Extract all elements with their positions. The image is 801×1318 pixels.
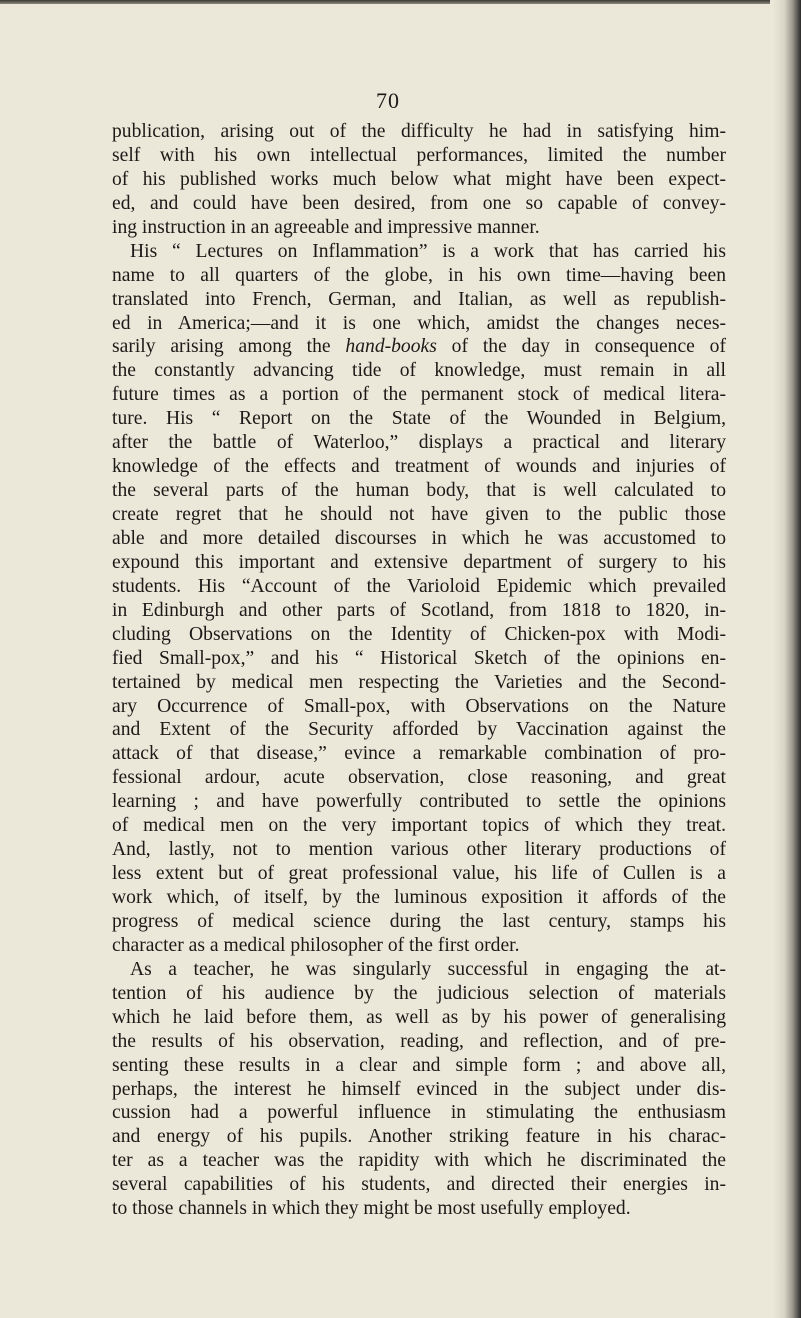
text-line: create regret that he should not have given to the public those	[112, 504, 726, 525]
text-line: character as a medical philosopher of the first order.	[112, 934, 520, 956]
text-line: sarily arising among the hand-books of the day in consequence of	[112, 336, 726, 358]
text-line: students. His “Account of the Varioloid Epidemic which prevailed	[112, 575, 726, 597]
text-line: expound this important and extensive department of surgery to his	[112, 551, 726, 573]
text-line: name to all quarters of the globe, in his own time—having been	[112, 264, 726, 286]
text-line: the several parts of the human body, that is well calculated to	[112, 480, 726, 502]
text-line: cussion had a powerful influence in stimulating the enthusiasm	[112, 1102, 726, 1124]
text-line: self with his own intellectual performances, limited the number	[112, 144, 726, 166]
text-line: And, lastly, not to mention various other literary productions of	[112, 839, 726, 861]
text-line: tention of his audience by the judicious selection of materials	[112, 982, 726, 1004]
text-line: ing instruction in an agreeable and impressive manner.	[112, 216, 540, 238]
text-line: tertained by medical men respecting the Varieties and the Second-	[112, 671, 726, 693]
text-line: after the battle of Waterloo,” displays a practical and literary	[112, 432, 726, 454]
text-line: which he laid before them, as well as by his power of generalising	[112, 1006, 726, 1028]
text-line: less extent but of great professional value, his life of Cullen is a	[112, 863, 726, 885]
text-line: of medical men on the very important topics of which they treat.	[112, 815, 726, 837]
text-line: As a teacher, he was singularly successful in engaging the at-	[130, 958, 726, 980]
text-line: publication, arising out of the difficulty he had in satisfying him-	[112, 121, 726, 142]
text-line: cluding Observations on the Identity of Chicken-pox with Modi-	[112, 623, 726, 645]
text-line: fessional ardour, acute observation, close reasoning, and great	[112, 767, 726, 789]
text-line: progress of medical science during the last century, stamps his	[112, 910, 726, 932]
text-line: perhaps, the interest he himself evinced in the subject under dis-	[112, 1078, 726, 1100]
page-number: 70	[376, 88, 400, 113]
text-line: translated into French, German, and Italian, as well as republish-	[112, 288, 726, 310]
text-line: able and more detailed discourses in which he was accustomed to	[112, 527, 726, 549]
text-line: of his published works much below what might have been expect-	[112, 168, 726, 190]
binding-edge-shadow	[773, 0, 801, 1318]
text-line: attack of that disease,” evince a remarkable combination of pro-	[112, 743, 726, 765]
text-line: the constantly advancing tide of knowledge, must remain in all	[112, 360, 726, 382]
text-line: in Edinburgh and other parts of Scotland, from 1818 to 1820, in-	[112, 599, 726, 621]
text-line: ed in America;—and it is one which, amidst the changes neces-	[112, 312, 726, 334]
text-line: and energy of his pupils. Another striking feature in his charac-	[112, 1126, 726, 1148]
text-line: fied Small-pox,” and his “ Historical Sketch of the opinions en-	[112, 647, 726, 669]
text-line: senting these results in a clear and simple form ; and above all,	[112, 1054, 726, 1076]
text-line: work which, of itself, by the luminous exposition it affords of the	[112, 887, 726, 908]
text-line: ary Occurrence of Small-pox, with Observations on the Nature	[112, 695, 726, 717]
text-line: and Extent of the Security afforded by Vaccination against the	[112, 719, 726, 741]
text-line: ed, and could have been desired, from one so capable of convey-	[112, 192, 726, 214]
body-text	[112, 120, 726, 1221]
text-line: ture. His “ Report on the State of the Wounded in Belgium,	[112, 408, 726, 430]
top-border	[0, 0, 770, 4]
text-line: several capabilities of his students, and directed their energies in-	[112, 1174, 726, 1196]
text-line: to those channels in which they might be most usefully employed.	[112, 1198, 631, 1220]
text-line: the results of his observation, reading, and reflection, and of pre-	[112, 1030, 726, 1052]
text-line: knowledge of the effects and treatment of wounds and injuries of	[112, 456, 726, 478]
text-line: future times as a portion of the permanent stock of medical litera-	[112, 384, 726, 406]
text-line: His “ Lectures on Inflammation” is a work that has carried his	[130, 240, 726, 262]
text-line: learning ; and have powerfully contributed to settle the opinions	[112, 791, 726, 813]
text-line: ter as a teacher was the rapidity with which he discriminated the	[112, 1150, 726, 1172]
